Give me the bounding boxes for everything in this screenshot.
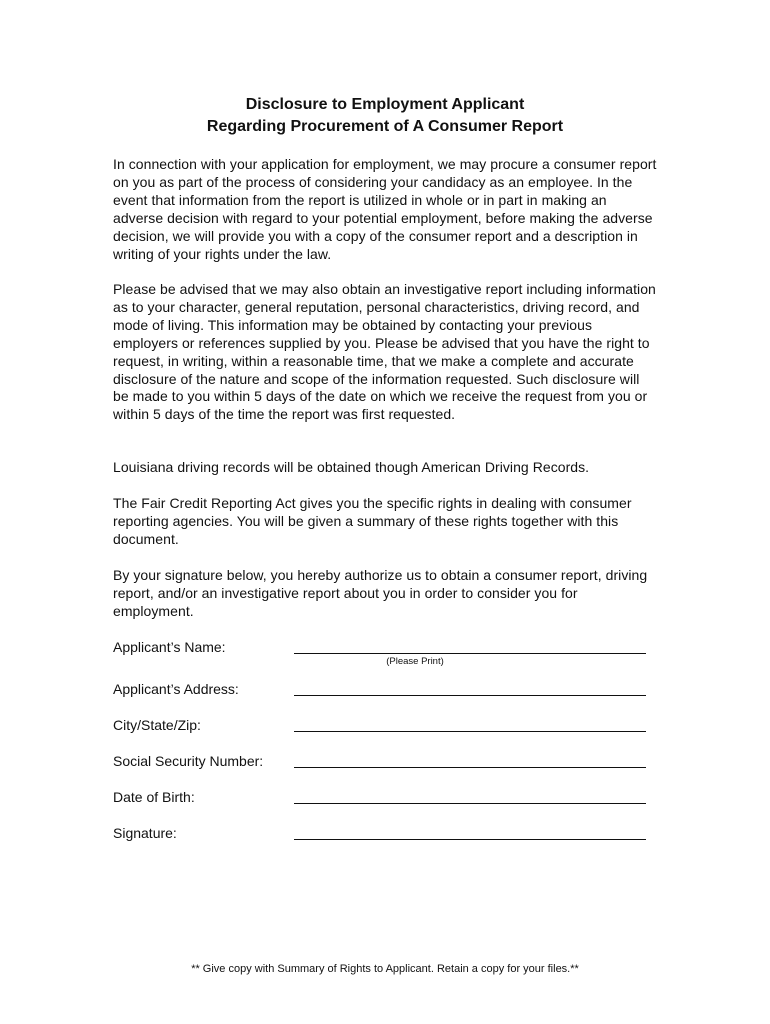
signature-field[interactable] [294, 839, 646, 840]
applicant-address-label: Applicant’s Address: [113, 681, 239, 697]
paragraph-louisiana-driving-records: Louisiana driving records will be obtained though American Driving Records. [113, 459, 590, 475]
paragraph-consumer-report: In connection with your application for employment, we may procure a consumer report on you as part of the process of considering your candidacy as an employee. In the event that information from the report is utilized in whole or in part in making an adverse decision with regard to your potential employment, before making the adverse decision, we will provide you with a copy of the consumer report and a description in writing of your rights under the law. [113, 156, 657, 262]
applicant-name-label: Applicant’s Name: [113, 639, 226, 655]
applicant-name-field[interactable] [294, 653, 646, 654]
ssn-field[interactable] [294, 767, 646, 768]
please-print-note: (Please Print) [386, 656, 444, 667]
applicant-address-field[interactable] [294, 695, 646, 696]
date-of-birth-label: Date of Birth: [113, 789, 195, 805]
document-title-line-2: Regarding Procurement of A Consumer Report [206, 118, 564, 135]
paragraph-investigative-report: Please be advised that we may also obtain an investigative report including information as to your character, general reputation, personal characteristics, driving record, and mode of living. This information may be obtained by contacting your previous employers or references supplied by you. Please be advised that you have the right to request, in writing, within a reasonable time, that we make a complete and accurate disclosure of the nature and scope of the information requested. Such disclosure will be made to you within 5 days of the date on which we receive the request from you or within 5 days of the time the report was first requested. [113, 281, 656, 423]
paragraph-authorization: By your signature below, you hereby authorize us to obtain a consumer report, driving report, and/or an investigative report about you in order to consider you for employment. [113, 567, 648, 619]
city-state-zip-label: City/State/Zip: [113, 717, 201, 733]
signature-label: Signature: [113, 825, 177, 841]
ssn-label: Social Security Number: [113, 753, 264, 769]
document-title-line-1: Disclosure to Employment Applicant [245, 96, 525, 113]
city-state-zip-field[interactable] [294, 731, 646, 732]
paragraph-fair-credit-reporting-act: The Fair Credit Reporting Act gives you the specific rights in dealing with consumer reporting agencies. You will be given a summary of these rights together with this document. [113, 495, 632, 547]
date-of-birth-field[interactable] [294, 803, 646, 804]
footer-note: ** Give copy with Summary of Rights to Applicant. Retain a copy for your files.** [191, 963, 579, 975]
